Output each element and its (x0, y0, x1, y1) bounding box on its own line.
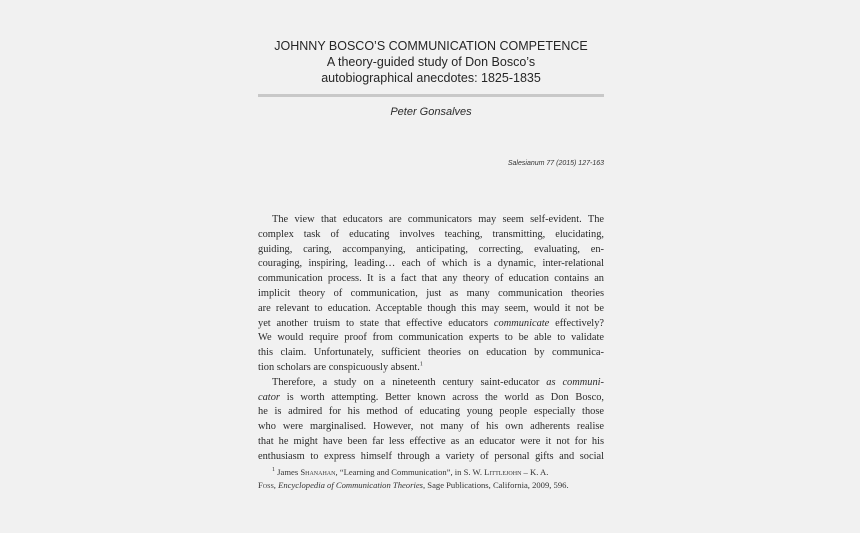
emphasis: cator (258, 391, 280, 403)
emphasis: communicate (493, 317, 550, 329)
footnote-line: Foss, Encyclopedia of Communication Theories, Sage Publications, California, 2009, 596. (258, 479, 569, 490)
emphasis: as communi- (546, 376, 604, 388)
text-line: that he might have been far less effective as an educator were it not for his (258, 435, 604, 447)
text-line: he is admired for his method of educating young people especially those (258, 406, 604, 418)
title-block (258, 38, 604, 86)
footnote-line: $^1$ James Shanahan, “Learning and Communication”, in S. W. Littlejohn – K. A. (272, 467, 549, 477)
footnote-ref: 1 (419, 361, 423, 368)
paragraph-1 (258, 213, 604, 376)
text-line: cator is worth attempting. Better known across the world as Don Bosco, (258, 391, 604, 403)
paper-title: JOHNNY BOSCO’S COMMUNICATION COMPETENCE (274, 39, 588, 53)
text-line: implicit theory of communication, just as many communication theories (258, 287, 604, 299)
footnote (258, 466, 604, 491)
text-line: yet another truism to state that effective educators communicate effectively? (258, 317, 604, 329)
paper-subtitle-line2: autobiographical anecdotes: 1825-1835 (321, 71, 541, 85)
author-name: Peter Gonsalves (390, 106, 472, 118)
text-line: The view that educators are communicators may seem self-evident. The (272, 214, 604, 225)
text-line: complex task of educating involves teaching, transmitting, elucidating, (258, 228, 604, 240)
text-line: guiding, caring, accompanying, anticipating, correcting, evaluating, en- (258, 243, 604, 255)
text-line: Therefore, a study on a nineteenth century saint-educator as communi- (272, 376, 604, 388)
body-text (258, 213, 604, 465)
text-line: enthusiasm to express himself through a variety of personal gifts and social (258, 450, 604, 462)
paper-subtitle-line1: A theory-guided study of Don Bosco’s (326, 55, 536, 69)
title-divider (258, 94, 604, 97)
text-line: communication process. It is a fact that any theory of education contains an (258, 273, 604, 285)
text-line: this claim. Unfortunately, sufficient theories on education by communica- (258, 347, 604, 359)
paragraph-2 (258, 376, 604, 465)
text-line: couraging, inspiring, leading… each of which is a dynamic, inter-relational (258, 258, 604, 270)
text-line: are relevant to education. Acceptable though this may seem, would it not be (258, 302, 604, 314)
text-line: who were marginalised. However, not many of his own adherents realise (258, 421, 604, 433)
journal-citation: Salesianum 77 (2015) 127-163 (507, 160, 604, 167)
text-line: We would require proof from communication experts to be able to validate (258, 332, 604, 344)
text-line: tion scholars are conspicuously absent.$^1$ (258, 361, 423, 373)
footnote-mark: 1 (272, 467, 275, 474)
